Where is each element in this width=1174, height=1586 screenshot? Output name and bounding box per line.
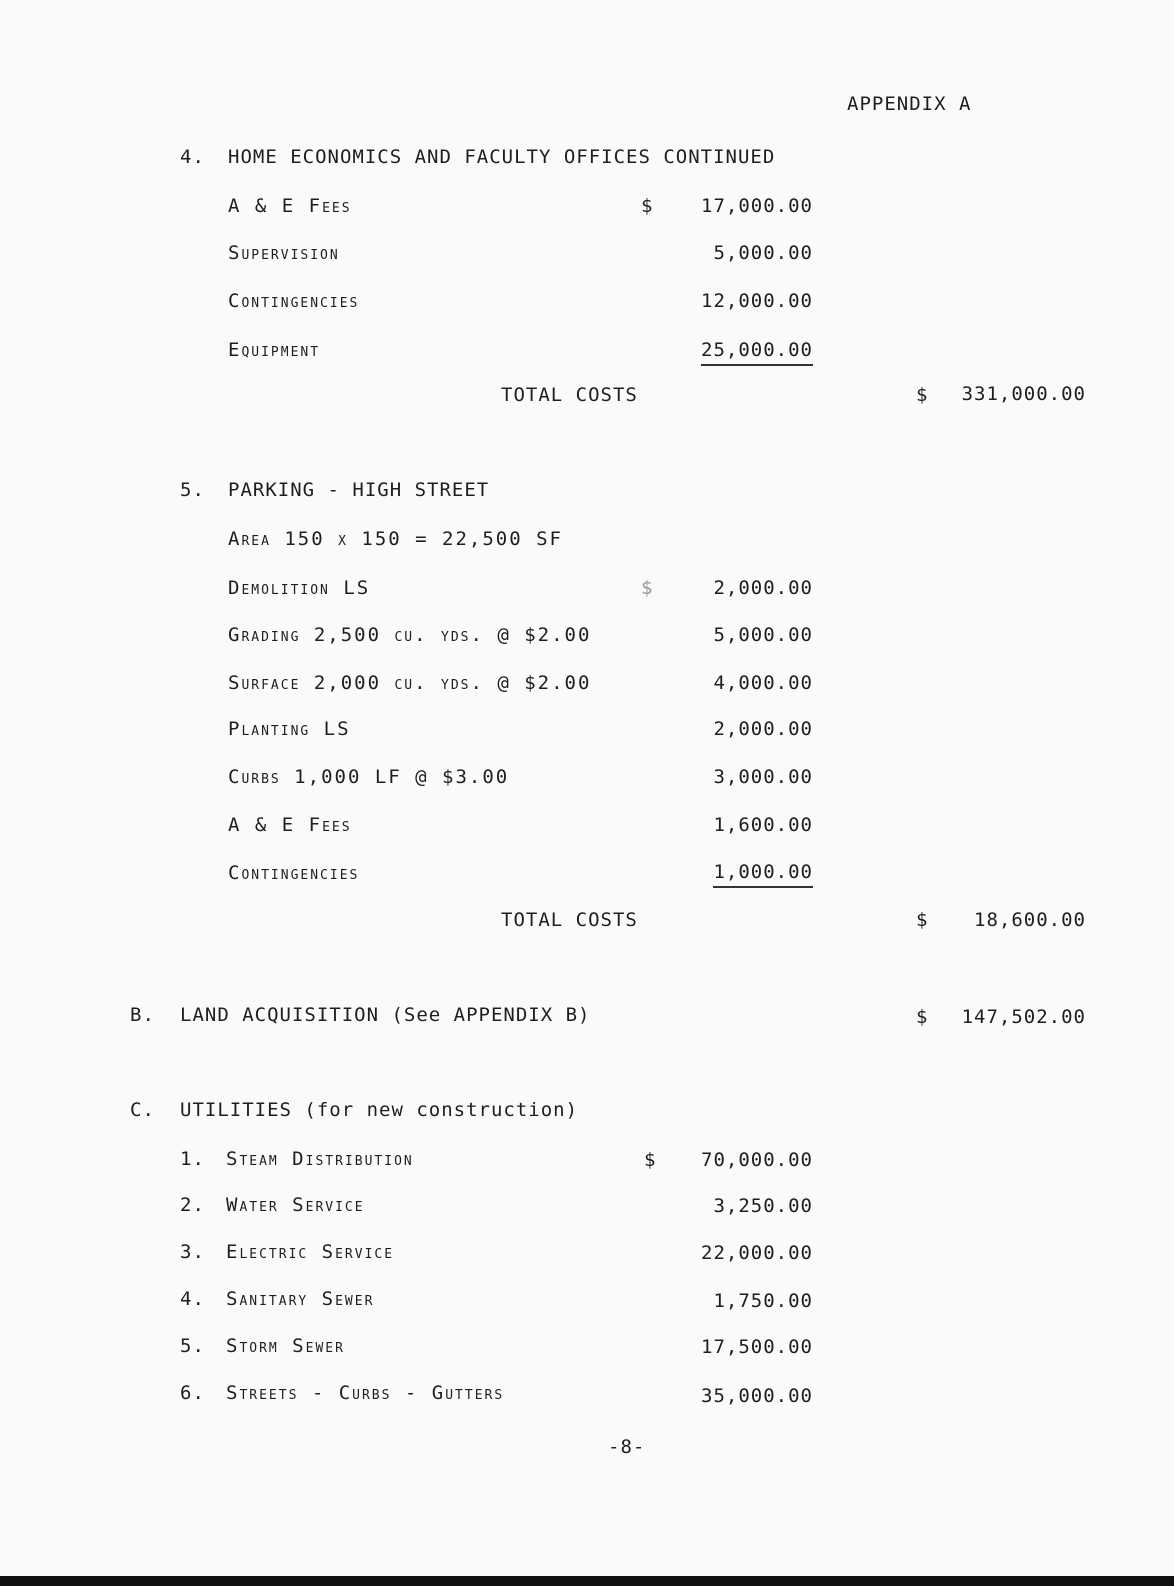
line-item-amount	[653, 863, 813, 882]
utility-number: 6.	[180, 1382, 205, 1404]
line-item-amount: 2,000.00	[713, 718, 813, 740]
utility-label: Water Service	[226, 1194, 365, 1216]
line-item-amount: 12,000.00	[701, 290, 813, 312]
line-item-amount: 17,000.00	[701, 195, 813, 217]
utility-number: 2.	[180, 1194, 205, 1216]
underlined-amount: 25,000.00	[701, 339, 813, 366]
section-4-title: HOME ECONOMICS AND FACULTY OFFICES CONTINUED	[228, 146, 776, 168]
utility-amount: 17,500.00	[701, 1336, 813, 1358]
line-item-label: Equipment	[228, 339, 321, 361]
scan-edge-bar	[0, 1576, 1174, 1586]
utility-number: 4.	[180, 1288, 205, 1310]
section-c-title: UTILITIES (for new construction)	[180, 1099, 579, 1121]
area-line: Area 150 x 150 = 22,500 SF	[228, 528, 563, 550]
line-item-label: A & E Fees	[228, 814, 352, 836]
utility-amount: 22,000.00	[701, 1242, 813, 1264]
line-item-amount: 4,000.00	[713, 672, 813, 694]
line-item-label: Supervision	[228, 242, 340, 264]
section-4-number: 4.	[180, 146, 205, 168]
total-dollar-sign: $	[916, 909, 929, 931]
section-b-total: 147,502.00	[961, 1006, 1086, 1028]
line-item-amount: 1,600.00	[713, 814, 813, 836]
line-item-label: Curbs 1,000 LF @ $3.00	[228, 766, 510, 788]
section-5-dollar-sign: $	[641, 577, 654, 599]
section-b-dollar-sign: $	[916, 1006, 929, 1028]
utility-amount: 35,000.00	[701, 1385, 813, 1407]
utility-amount: 3,250.00	[713, 1195, 813, 1217]
line-item-amount: 5,000.00	[713, 242, 813, 264]
utility-label: Steam Distribution	[226, 1148, 414, 1170]
utility-number: 1.	[180, 1148, 205, 1170]
total-costs-label: TOTAL COSTS	[501, 384, 638, 406]
section-b-letter: B.	[130, 1004, 155, 1026]
utility-amount: 1,750.00	[713, 1290, 813, 1312]
utility-number: 5.	[180, 1335, 205, 1357]
utility-label: Sanitary Sewer	[226, 1288, 375, 1310]
line-item-amount: 2,000.00	[713, 577, 813, 599]
utility-number: 3.	[180, 1241, 205, 1263]
total-costs-label: TOTAL COSTS	[501, 909, 638, 931]
appendix-label: APPENDIX A	[847, 93, 972, 115]
utility-label: Storm Sewer	[226, 1335, 345, 1357]
utility-label: Streets - Curbs - Gutters	[226, 1382, 505, 1404]
line-item-amount: 5,000.00	[713, 624, 813, 646]
section-4-total: 331,000.00	[961, 383, 1086, 405]
line-item-label: Planting LS	[228, 718, 351, 740]
line-item-label: Surface 2,000 cu. yds. @ $2.00	[228, 672, 592, 694]
line-item-label: Contingencies	[228, 862, 360, 884]
line-item-label: Contingencies	[228, 290, 360, 312]
utility-amount: 70,000.00	[701, 1149, 813, 1171]
total-dollar-sign: $	[916, 384, 929, 406]
line-item-amount	[653, 341, 813, 360]
line-item-label: Demolition LS	[228, 577, 371, 599]
section-b-title: LAND ACQUISITION (See APPENDIX B)	[180, 1004, 591, 1026]
underlined-amount: 1,000.00	[713, 861, 813, 888]
line-item-label: A & E Fees	[228, 195, 352, 217]
line-item-amount: 3,000.00	[713, 766, 813, 788]
page-number: -8-	[608, 1436, 646, 1458]
line-item-label: Grading 2,500 cu. yds. @ $2.00	[228, 624, 592, 646]
section-c-letter: C.	[130, 1099, 155, 1121]
section-5-number: 5.	[180, 479, 205, 501]
section-5-total: 18,600.00	[974, 909, 1086, 931]
section-c-dollar-sign: $	[644, 1149, 657, 1171]
utility-label: Electric Service	[226, 1241, 395, 1263]
section-4-dollar-sign: $	[641, 195, 654, 217]
section-5-title: PARKING - HIGH STREET	[228, 479, 490, 501]
